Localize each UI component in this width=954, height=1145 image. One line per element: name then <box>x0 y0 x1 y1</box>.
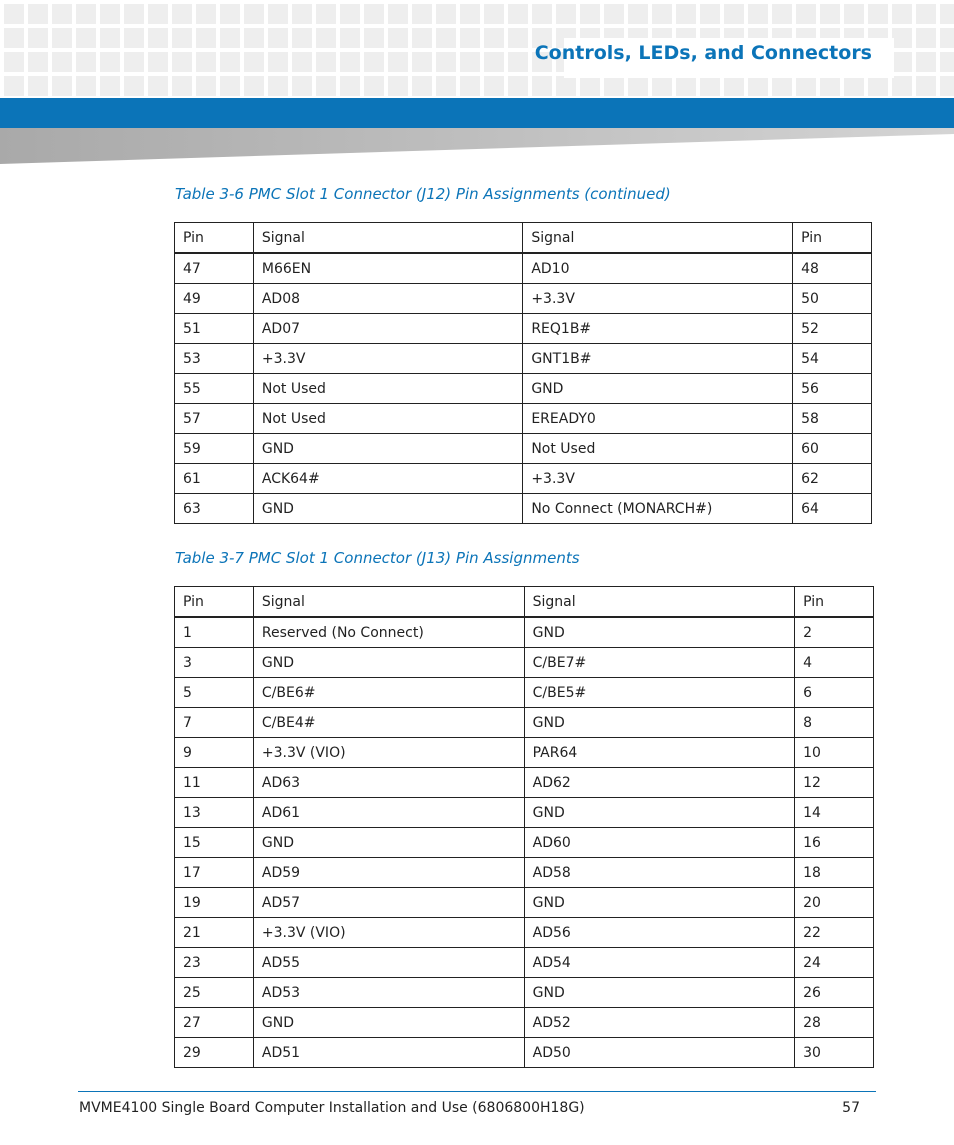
table-cell: REQ1B# <box>523 314 793 344</box>
table2-body <box>175 617 874 1068</box>
table-cell: 21 <box>175 918 254 948</box>
table-cell: 6 <box>795 678 874 708</box>
table-cell: 47 <box>175 253 254 284</box>
table-cell: 27 <box>175 1008 254 1038</box>
table-cell: AD10 <box>523 253 793 284</box>
table-row <box>175 888 874 918</box>
table-cell: AD56 <box>524 918 794 948</box>
table-cell: No Connect (MONARCH#) <box>523 494 793 524</box>
table-cell: EREADY0 <box>523 404 793 434</box>
footer-doc-title: MVME4100 Single Board Computer Installation and Use (6806800H18G) <box>79 1100 585 1116</box>
table-row <box>175 374 872 404</box>
table-row <box>175 648 874 678</box>
table-cell: GND <box>524 617 794 648</box>
table-row <box>175 1008 874 1038</box>
table-cell: +3.3V <box>253 344 522 374</box>
table-cell: 9 <box>175 738 254 768</box>
table-cell: +3.3V (VIO) <box>253 918 524 948</box>
table-cell: GND <box>253 648 524 678</box>
table-cell: AD53 <box>253 978 524 1008</box>
table-cell: AD55 <box>253 948 524 978</box>
table-cell: AD57 <box>253 888 524 918</box>
table-cell: 57 <box>175 404 254 434</box>
table-cell: 55 <box>175 374 254 404</box>
table-cell: 53 <box>175 344 254 374</box>
table-cell: AD54 <box>524 948 794 978</box>
header-grey-wedge <box>0 128 954 164</box>
header-row <box>175 223 872 254</box>
table-cell: 23 <box>175 948 254 978</box>
table-cell: 13 <box>175 798 254 828</box>
column-header: Signal <box>523 223 793 254</box>
header-blue-band <box>0 98 954 128</box>
table-cell: +3.3V (VIO) <box>253 738 524 768</box>
table-row <box>175 494 872 524</box>
table-row <box>175 464 872 494</box>
table-row <box>175 314 872 344</box>
section-title: Controls, LEDs, and Connectors <box>534 42 872 64</box>
table-cell: 26 <box>795 978 874 1008</box>
table-cell: GNT1B# <box>523 344 793 374</box>
table-cell: 8 <box>795 708 874 738</box>
footer-rule <box>78 1091 876 1092</box>
table-cell: 54 <box>793 344 872 374</box>
table-cell: PAR64 <box>524 738 794 768</box>
table-cell: AD51 <box>253 1038 524 1068</box>
table-cell: ACK64# <box>253 464 522 494</box>
table-row <box>175 798 874 828</box>
table-cell: AD50 <box>524 1038 794 1068</box>
table2-header <box>175 587 874 618</box>
table-cell: 30 <box>795 1038 874 1068</box>
table-row <box>175 284 872 314</box>
table-row <box>175 708 874 738</box>
table-cell: Not Used <box>253 374 522 404</box>
table-cell: AD59 <box>253 858 524 888</box>
table-cell: 62 <box>793 464 872 494</box>
table-cell: 4 <box>795 648 874 678</box>
table-cell: 11 <box>175 768 254 798</box>
table-cell: 61 <box>175 464 254 494</box>
table-cell: Not Used <box>523 434 793 464</box>
table-row <box>175 738 874 768</box>
table-cell: 64 <box>793 494 872 524</box>
column-header: Signal <box>253 587 524 618</box>
table2-caption: Table 3-7 PMC Slot 1 Connector (J13) Pin Assignments <box>175 549 580 567</box>
table-row <box>175 253 872 284</box>
table-cell: 2 <box>795 617 874 648</box>
table-row <box>175 1038 874 1068</box>
table-cell: +3.3V <box>523 284 793 314</box>
table-row <box>175 404 872 434</box>
column-header: Pin <box>793 223 872 254</box>
table-cell: 20 <box>795 888 874 918</box>
table-cell: 58 <box>793 404 872 434</box>
table-cell: 48 <box>793 253 872 284</box>
table-cell: +3.3V <box>523 464 793 494</box>
table-cell: C/BE4# <box>253 708 524 738</box>
table-cell: 17 <box>175 858 254 888</box>
table-row <box>175 617 874 648</box>
table-row <box>175 344 872 374</box>
table-cell: AD63 <box>253 768 524 798</box>
table-row <box>175 918 874 948</box>
pin-table-j13 <box>174 586 874 1068</box>
table-cell: C/BE7# <box>524 648 794 678</box>
table-cell: Not Used <box>253 404 522 434</box>
table-cell: 16 <box>795 828 874 858</box>
table-cell: C/BE6# <box>253 678 524 708</box>
table-cell: AD58 <box>524 858 794 888</box>
table-cell: 24 <box>795 948 874 978</box>
table-cell: 49 <box>175 284 254 314</box>
table-cell: AD60 <box>524 828 794 858</box>
table-cell: GND <box>524 798 794 828</box>
table-cell: 22 <box>795 918 874 948</box>
table-row <box>175 828 874 858</box>
table-cell: C/BE5# <box>524 678 794 708</box>
table-cell: 7 <box>175 708 254 738</box>
column-header: Pin <box>175 223 254 254</box>
column-header: Pin <box>175 587 254 618</box>
table-cell: 50 <box>793 284 872 314</box>
header-row <box>175 587 874 618</box>
table-cell: 25 <box>175 978 254 1008</box>
table-cell: GND <box>253 494 522 524</box>
table-row <box>175 978 874 1008</box>
pin-table-j12 <box>174 222 872 524</box>
table-row <box>175 434 872 464</box>
table-cell: GND <box>524 708 794 738</box>
table-cell: 15 <box>175 828 254 858</box>
table-cell: GND <box>524 978 794 1008</box>
table-cell: 1 <box>175 617 254 648</box>
table-cell: M66EN <box>253 253 522 284</box>
table1-header <box>175 223 872 254</box>
table-cell: 10 <box>795 738 874 768</box>
table-row <box>175 678 874 708</box>
table-cell: GND <box>253 1008 524 1038</box>
table1-body <box>175 253 872 524</box>
table-cell: AD52 <box>524 1008 794 1038</box>
table-cell: 51 <box>175 314 254 344</box>
table-cell: Reserved (No Connect) <box>253 617 524 648</box>
table-cell: 18 <box>795 858 874 888</box>
table-cell: 14 <box>795 798 874 828</box>
page-number: 57 <box>842 1100 860 1116</box>
table-cell: 56 <box>793 374 872 404</box>
column-header: Signal <box>253 223 522 254</box>
table-cell: 60 <box>793 434 872 464</box>
table-cell: 12 <box>795 768 874 798</box>
table-cell: AD61 <box>253 798 524 828</box>
table-cell: 3 <box>175 648 254 678</box>
table-cell: GND <box>253 434 522 464</box>
table-cell: 52 <box>793 314 872 344</box>
table-cell: AD08 <box>253 284 522 314</box>
table-row <box>175 948 874 978</box>
table-cell: GND <box>524 888 794 918</box>
table-cell: GND <box>523 374 793 404</box>
table-row <box>175 858 874 888</box>
column-header: Pin <box>795 587 874 618</box>
table-cell: 29 <box>175 1038 254 1068</box>
table-cell: GND <box>253 828 524 858</box>
table-cell: 28 <box>795 1008 874 1038</box>
column-header: Signal <box>524 587 794 618</box>
table-cell: AD07 <box>253 314 522 344</box>
table-cell: 59 <box>175 434 254 464</box>
table-cell: 5 <box>175 678 254 708</box>
table-row <box>175 768 874 798</box>
table-cell: AD62 <box>524 768 794 798</box>
table1-caption: Table 3-6 PMC Slot 1 Connector (J12) Pin Assignments (continued) <box>175 185 671 203</box>
table-cell: 63 <box>175 494 254 524</box>
table-cell: 19 <box>175 888 254 918</box>
